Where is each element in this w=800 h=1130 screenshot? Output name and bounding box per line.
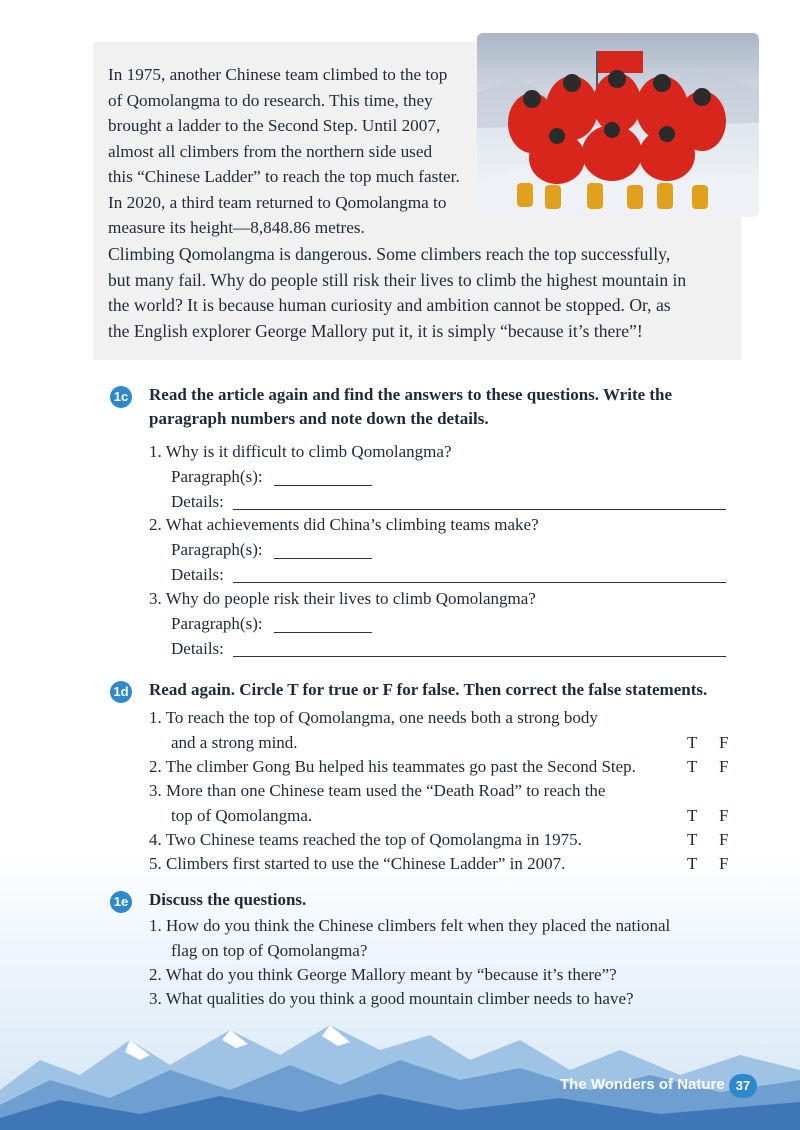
details-label: Details:	[171, 565, 224, 584]
question-1c-1: 1. Why is it difficult to climb Qomolangma?	[149, 442, 452, 461]
paragraph-answer-blank[interactable]	[274, 558, 372, 559]
false-option[interactable]: F	[719, 757, 729, 776]
discussion-question-3: 3. What qualities do you think a good mountain climber needs to have?	[149, 989, 634, 1008]
exercise-1c-instruction: Read the article again and find the answers to these questions. Write the	[149, 385, 673, 404]
statement-1d-2: 2. The climber Gong Bu helped his teammates go past the Second Step.	[149, 757, 636, 776]
article-line: measure its height—8,848.86 metres.	[108, 218, 365, 237]
article-line: almost all climbers from the northern side used	[108, 141, 433, 161]
exercise-1e-instruction: Discuss the questions.	[149, 890, 307, 909]
details-label: Details:	[171, 639, 224, 658]
article-line: but many fail. Why do people still risk their lives to climb the highest mountain in	[108, 269, 687, 290]
article-paragraph-2	[108, 242, 734, 344]
false-option[interactable]: F	[719, 830, 729, 849]
details-label: Details:	[171, 492, 224, 511]
false-option[interactable]: F	[719, 733, 729, 752]
article-line: In 1975, another Chinese team climbed to the top	[108, 65, 448, 84]
page-number: 37	[729, 1074, 757, 1098]
article-line: the world? It is because human curiosity and ambition cannot be stopped. Or, as	[108, 295, 671, 315]
paragraph-answer-blank[interactable]	[274, 485, 372, 486]
article-line: brought a ladder to the Second Step. Until 2007,	[108, 116, 441, 135]
statement-1d-1-cont: and a strong mind.	[171, 733, 298, 752]
exercise-1c-badge: 1c	[110, 386, 132, 408]
paragraph-label: Paragraph(s):	[171, 540, 263, 559]
paragraph-label: Paragraph(s):	[171, 614, 263, 633]
article-line: of Qomolangma to do research. This time, they	[108, 90, 433, 110]
details-answer-blank[interactable]	[233, 656, 726, 657]
false-option[interactable]: F	[719, 854, 729, 873]
question-1c-2: 2. What achievements did China’s climbing teams make?	[149, 515, 539, 534]
discussion-question-2: 2. What do you think George Mallory meant by “because it’s there”?	[149, 965, 617, 984]
article-line: Climbing Qomolangma is dangerous. Some climbers reach the top successfully,	[108, 244, 671, 264]
statement-1d-4: 4. Two Chinese teams reached the top of Qomolangma in 1975.	[149, 830, 582, 849]
true-option[interactable]: T	[687, 854, 698, 873]
discussion-question-1: 1. How do you think the Chinese climbers felt when they placed the national	[149, 916, 671, 935]
exercise-1d-badge: 1d	[110, 681, 132, 703]
article-line: In 2020, a third team returned to Qomolangma to	[108, 192, 447, 212]
paragraph-label: Paragraph(s):	[171, 467, 263, 486]
details-answer-blank[interactable]	[233, 509, 726, 510]
true-option[interactable]: T	[687, 806, 698, 825]
statement-1d-1: 1. To reach the top of Qomolangma, one needs both a strong body	[149, 708, 598, 727]
unit-title: The Wonders of Nature	[560, 1076, 725, 1093]
snowy-mountains-icon	[0, 980, 800, 1130]
paragraph-answer-blank[interactable]	[274, 632, 372, 633]
article-paragraph-1	[108, 62, 468, 241]
exercise-1d-instruction: Read again. Circle T for true or F for false. Then correct the false statements.	[149, 680, 708, 699]
question-1c-3: 3. Why do people risk their lives to climb Qomolangma?	[149, 589, 536, 608]
article-line: the English explorer George Mallory put it, it is simply “because it’s there”!	[108, 320, 643, 341]
true-option[interactable]: T	[687, 757, 698, 776]
statement-1d-5: 5. Climbers first started to use the “Chinese Ladder” in 2007.	[149, 854, 566, 873]
true-option[interactable]: T	[687, 830, 698, 849]
exercise-1e-badge: 1e	[110, 891, 132, 913]
statement-1d-3-cont: top of Qomolangma.	[171, 806, 313, 825]
climbers-on-summit-icon	[477, 33, 759, 217]
details-answer-blank[interactable]	[233, 582, 726, 583]
false-option[interactable]: F	[719, 806, 729, 825]
statement-1d-3: 3. More than one Chinese team used the “Death Road” to reach the	[149, 781, 606, 800]
climbers-photo	[477, 33, 759, 217]
discussion-question-1-cont: flag on top of Qomolangma?	[171, 941, 368, 960]
true-option[interactable]: T	[687, 733, 698, 752]
exercise-1c-instruction: paragraph numbers and note down the details.	[149, 409, 489, 428]
article-line: this “Chinese Ladder” to reach the top much faster.	[108, 167, 460, 186]
